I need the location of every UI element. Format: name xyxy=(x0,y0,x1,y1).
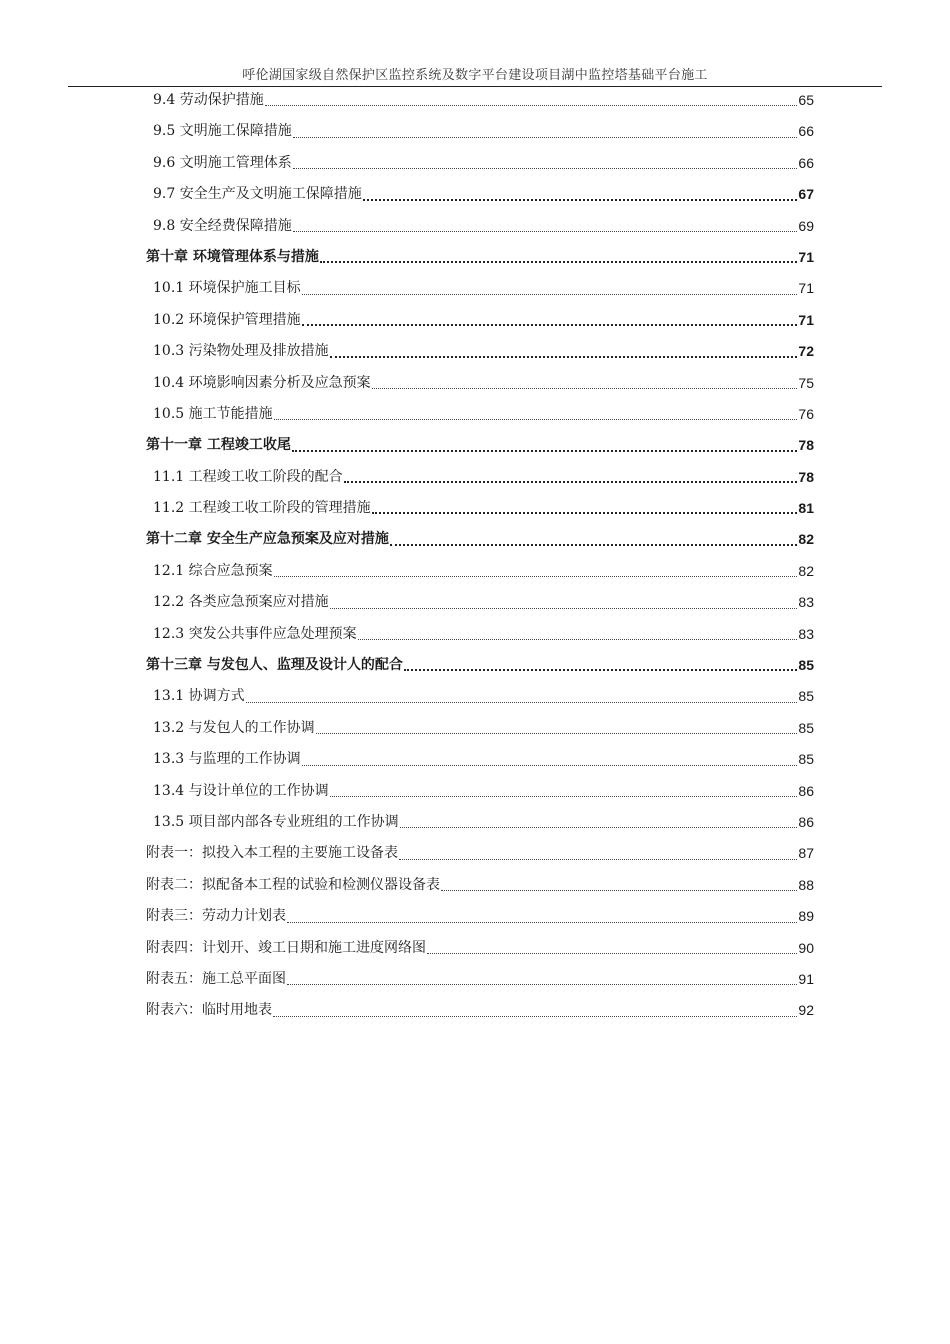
toc-entry-title: 第十三章 与发包人、监理及设计人的配合 xyxy=(146,657,403,674)
dot-leader xyxy=(246,702,798,703)
toc-entry-title: 9.8 安全经费保障措施 xyxy=(153,217,292,234)
dot-leader xyxy=(293,168,798,169)
toc-entry-title: 附表六：临时用地表 xyxy=(146,1002,272,1019)
toc-entry-page-number: 82 xyxy=(798,562,814,579)
page-header xyxy=(68,64,882,87)
toc-entry-title: 第十章 环境管理体系与措施 xyxy=(146,248,319,265)
dot-leader xyxy=(400,827,798,828)
toc-entry-page-number: 88 xyxy=(798,876,814,893)
toc-entry-page-number: 85 xyxy=(798,751,814,768)
toc-entry-page-number: 65 xyxy=(798,91,814,108)
toc-entry-title: 10.4 环境影响因素分析及应急预案 xyxy=(153,374,371,391)
toc-entry-title: 9.5 文明施工保障措施 xyxy=(153,123,292,140)
toc-entry-title: 附表一：拟投入本工程的主要施工设备表 xyxy=(146,845,398,862)
dot-leader xyxy=(330,608,798,609)
toc-entry-title: 13.1 协调方式 xyxy=(153,688,245,705)
toc-appendix-entry[interactable] xyxy=(146,964,814,995)
toc-entry-title: 12.2 各类应急预案应对措施 xyxy=(153,594,329,611)
toc-entry-title: 13.2 与发包人的工作协调 xyxy=(153,719,315,736)
toc-section-entry[interactable] xyxy=(146,587,814,618)
toc-section-entry[interactable] xyxy=(146,619,814,650)
toc-entry-page-number: 71 xyxy=(798,248,814,265)
toc-section-entry[interactable] xyxy=(146,681,814,712)
dot-leader xyxy=(292,450,798,452)
dot-leader xyxy=(404,669,798,671)
toc-section-entry[interactable] xyxy=(146,462,814,493)
toc-entry-title: 附表四：计划开、竣工日期和施工进度网络图 xyxy=(146,939,426,956)
dot-leader xyxy=(399,859,797,860)
dot-leader xyxy=(316,733,798,734)
toc-entry-page-number: 85 xyxy=(798,688,814,705)
toc-entry-title: 10.1 环境保护施工目标 xyxy=(153,280,301,297)
dot-leader xyxy=(293,137,798,138)
dot-leader xyxy=(302,765,798,766)
toc-entry-page-number: 69 xyxy=(798,217,814,234)
toc-appendix-entry[interactable] xyxy=(146,933,814,964)
dot-leader xyxy=(372,388,798,389)
toc-entry-title: 13.3 与监理的工作协调 xyxy=(153,751,301,768)
toc-section-entry[interactable] xyxy=(146,556,814,587)
toc-chapter-entry[interactable] xyxy=(146,650,814,681)
toc-entry-title: 12.1 综合应急预案 xyxy=(153,562,273,579)
toc-entry-title: 附表二：拟配备本工程的试验和检测仪器设备表 xyxy=(146,876,440,893)
dot-leader xyxy=(358,639,798,640)
toc-section-entry[interactable] xyxy=(146,776,814,807)
toc-section-entry[interactable] xyxy=(146,211,814,242)
toc-entry-page-number: 66 xyxy=(798,154,814,171)
toc-entry-title: 11.1 工程竣工收工阶段的配合 xyxy=(153,468,343,485)
toc-section-entry[interactable] xyxy=(146,713,814,744)
dot-leader xyxy=(330,796,798,797)
toc-entry-page-number: 83 xyxy=(798,625,814,642)
dot-leader xyxy=(274,419,798,420)
toc-chapter-entry[interactable] xyxy=(146,242,814,273)
toc-entry-page-number: 82 xyxy=(798,531,814,548)
toc-appendix-entry[interactable] xyxy=(146,901,814,932)
dot-leader xyxy=(344,481,798,483)
dot-leader xyxy=(363,199,798,201)
toc-entry-title: 13.4 与设计单位的工作协调 xyxy=(153,782,329,799)
toc-entry-page-number: 71 xyxy=(798,311,814,328)
toc-entry-page-number: 90 xyxy=(798,939,814,956)
toc-entry-page-number: 92 xyxy=(798,1002,814,1019)
toc-entry-title: 10.5 施工节能措施 xyxy=(153,405,273,422)
toc-appendix-entry[interactable] xyxy=(146,870,814,901)
toc-entry-page-number: 85 xyxy=(798,657,814,674)
toc-appendix-entry[interactable] xyxy=(146,995,814,1026)
toc-entry-title: 10.2 环境保护管理措施 xyxy=(153,311,301,328)
toc-entry-page-number: 72 xyxy=(798,343,814,360)
toc-entry-title: 10.3 污染物处理及排放措施 xyxy=(153,343,329,360)
toc-section-entry[interactable] xyxy=(146,336,814,367)
toc-section-entry[interactable] xyxy=(146,148,814,179)
toc-appendix-entry[interactable] xyxy=(146,838,814,869)
toc-entry-title: 13.5 项目部内部各专业班组的工作协调 xyxy=(153,813,399,830)
dot-leader xyxy=(287,922,797,923)
toc-entry-page-number: 78 xyxy=(798,468,814,485)
dot-leader xyxy=(372,512,798,514)
dot-leader xyxy=(330,356,798,358)
toc-section-entry[interactable] xyxy=(146,807,814,838)
toc-entry-title: 11.2 工程竣工收工阶段的管理措施 xyxy=(153,500,371,517)
toc-section-entry[interactable] xyxy=(146,744,814,775)
table-of-contents xyxy=(146,85,814,1027)
dot-leader xyxy=(441,890,797,891)
dot-leader xyxy=(273,1016,797,1017)
toc-entry-title: 附表五：施工总平面图 xyxy=(146,970,286,987)
toc-entry-page-number: 78 xyxy=(798,437,814,454)
toc-section-entry[interactable] xyxy=(146,116,814,147)
toc-entry-title: 9.6 文明施工管理体系 xyxy=(153,154,292,171)
toc-entry-page-number: 89 xyxy=(798,908,814,925)
toc-entry-title: 附表三：劳动力计划表 xyxy=(146,908,286,925)
dot-leader xyxy=(427,953,797,954)
dot-leader xyxy=(265,105,798,106)
toc-chapter-entry[interactable] xyxy=(146,524,814,555)
toc-entry-title: 12.3 突发公共事件应急处理预案 xyxy=(153,625,357,642)
toc-section-entry[interactable] xyxy=(146,399,814,430)
dot-leader xyxy=(320,261,798,263)
dot-leader xyxy=(302,294,798,295)
toc-entry-page-number: 81 xyxy=(798,500,814,517)
toc-entry-title: 第十一章 工程竣工收尾 xyxy=(146,437,291,454)
toc-entry-page-number: 83 xyxy=(798,594,814,611)
toc-entry-page-number: 86 xyxy=(798,782,814,799)
toc-entry-title: 9.4 劳动保护措施 xyxy=(153,91,264,108)
toc-entry-title: 第十二章 安全生产应急预案及应对措施 xyxy=(146,531,389,548)
toc-entry-title: 9.7 安全生产及文明施工保障措施 xyxy=(153,186,362,203)
toc-section-entry[interactable] xyxy=(146,368,814,399)
dot-leader xyxy=(302,324,798,326)
toc-entry-page-number: 85 xyxy=(798,719,814,736)
toc-section-entry[interactable] xyxy=(146,85,814,116)
toc-entry-page-number: 91 xyxy=(798,970,814,987)
toc-section-entry[interactable] xyxy=(146,179,814,210)
toc-entry-page-number: 75 xyxy=(798,374,814,391)
dot-leader xyxy=(293,231,798,232)
toc-entry-page-number: 86 xyxy=(798,813,814,830)
toc-section-entry[interactable] xyxy=(146,493,814,524)
toc-entry-page-number: 66 xyxy=(798,123,814,140)
toc-entry-page-number: 87 xyxy=(798,845,814,862)
dot-leader xyxy=(274,576,798,577)
toc-section-entry[interactable] xyxy=(146,273,814,304)
toc-entry-page-number: 71 xyxy=(798,280,814,297)
dot-leader xyxy=(390,544,798,546)
toc-entry-page-number: 76 xyxy=(798,405,814,422)
toc-chapter-entry[interactable] xyxy=(146,430,814,461)
toc-entry-page-number: 67 xyxy=(798,186,814,203)
header-title: 呼伦湖国家级自然保护区监控系统及数字平台建设项目湖中监控塔基础平台施工 xyxy=(242,68,708,83)
toc-section-entry[interactable] xyxy=(146,305,814,336)
dot-leader xyxy=(287,984,797,985)
